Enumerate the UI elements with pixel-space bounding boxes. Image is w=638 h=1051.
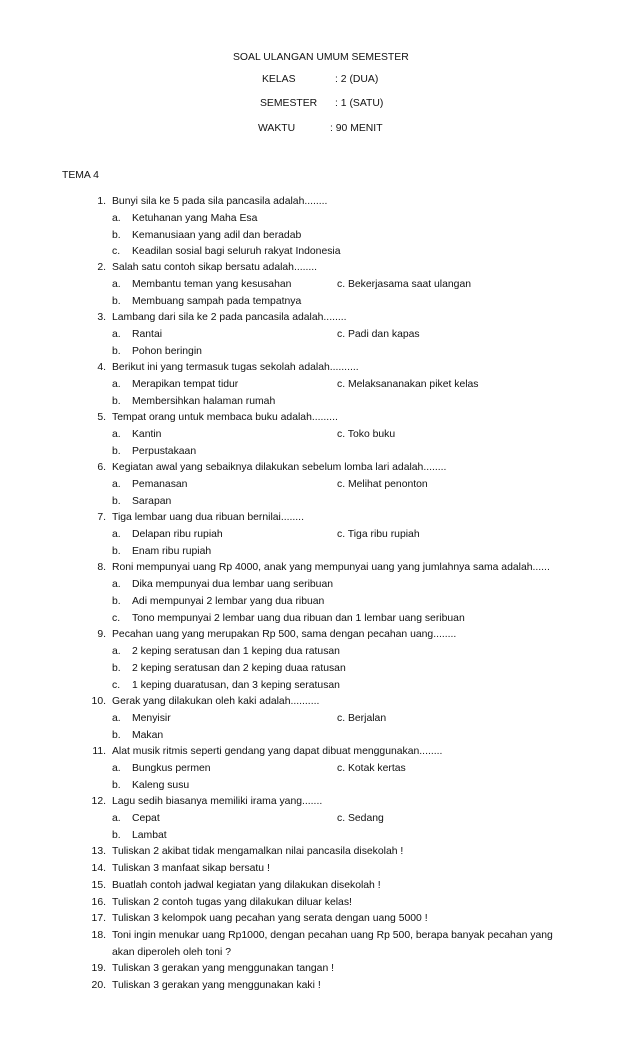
option-text: Membersihkan halaman rumah <box>132 396 276 407</box>
question-text: Kegiatan awal yang sebaiknya dilakukan sebelum lomba lari adalah........ <box>112 462 447 473</box>
option-text: Membuang sampah pada tempatnya <box>132 296 302 307</box>
option-text: Merapikan tempat tidur <box>132 379 239 390</box>
option-text: Dika mempunyai dua lembar uang seribuan <box>132 579 333 590</box>
question-text: Toni ingin menukar uang Rp1000, dengan pecahan uang Rp 500, berapa banyak pecahan yang <box>112 930 553 941</box>
option-letter: a. <box>112 529 121 540</box>
option-text: Kantin <box>132 429 162 440</box>
question-number: 4. <box>97 362 106 373</box>
question-text: Tuliskan 3 gerakan yang menggunakan kaki ! <box>112 980 321 991</box>
option-letter: b. <box>112 596 121 607</box>
option-text: 1 keping duaratusan, dan 3 keping seratusan <box>132 680 340 691</box>
option-c-text: c. Berjalan <box>337 713 387 724</box>
option-letter: c. <box>112 246 121 257</box>
option-letter: a. <box>112 429 121 440</box>
option-text: Makan <box>132 730 164 741</box>
option-letter: b. <box>112 830 121 841</box>
header-semester-label: SEMESTER <box>260 98 318 109</box>
option-letter: c. <box>112 680 121 691</box>
option-text: Rantai <box>132 329 163 340</box>
option-letter: b. <box>112 346 121 357</box>
question-text: Bunyi sila ke 5 pada sila pancasila adalah........ <box>112 196 328 207</box>
question-number: 7. <box>97 512 106 523</box>
question-number: 2. <box>97 262 106 273</box>
option-letter: b. <box>112 446 121 457</box>
question-text: Pecahan uang yang merupakan Rp 500, sama dengan pecahan uang........ <box>112 629 457 640</box>
option-letter: b. <box>112 296 121 307</box>
question-number: 14. <box>91 863 106 874</box>
question-text: Roni mempunyai uang Rp 4000, anak yang mempunyai uang yang jumlahnya sama adalah...... <box>112 562 550 573</box>
option-text: Ketuhanan yang Maha Esa <box>132 213 258 224</box>
question-text: Alat musik ritmis seperti gendang yang dapat dibuat menggunakan........ <box>112 746 443 757</box>
option-text: Sarapan <box>132 496 172 507</box>
question-number: 11. <box>92 746 106 757</box>
option-letter: a. <box>112 646 121 657</box>
question-number: 3. <box>97 312 106 323</box>
option-text: Kaleng susu <box>132 780 190 791</box>
question-number: 17. <box>91 913 106 924</box>
question-text: Tuliskan 3 manfaat sikap bersatu ! <box>112 863 270 874</box>
option-letter: a. <box>112 279 121 290</box>
option-text: Cepat <box>132 813 160 824</box>
question-number: 16. <box>91 897 106 908</box>
option-c-text: c. Tiga ribu rupiah <box>337 529 420 540</box>
question-text: Tuliskan 3 gerakan yang menggunakan tangan ! <box>112 963 335 974</box>
option-text: Membantu teman yang kesusahan <box>132 279 292 290</box>
option-c-text: c. Toko buku <box>337 429 396 440</box>
question-text: Tuliskan 3 kelompok uang pecahan yang serata dengan uang 5000 ! <box>112 913 428 924</box>
option-letter: b. <box>112 663 121 674</box>
question-text: Gerak yang dilakukan oleh kaki adalah.......... <box>112 696 320 707</box>
question-text-continued: akan diperoleh oleh toni ? <box>112 947 232 958</box>
option-letter: a. <box>112 479 121 490</box>
question-text: Berikut ini yang termasuk tugas sekolah adalah.......... <box>112 362 359 373</box>
question-text: Tuliskan 2 akibat tidak mengamalkan nilai pancasila disekolah ! <box>112 846 404 857</box>
option-text: Keadilan sosial bagi seluruh rakyat Indonesia <box>132 246 341 257</box>
option-letter: b. <box>112 496 121 507</box>
option-text: Kemanusiaan yang adil dan beradab <box>132 230 302 241</box>
question-number: 18. <box>91 930 106 941</box>
question-number: 19. <box>91 963 106 974</box>
option-c-text: c. Melaksananakan piket kelas <box>337 379 479 390</box>
question-number: 15. <box>91 880 106 891</box>
option-text: Menyisir <box>132 713 171 724</box>
option-text: Pemanasan <box>132 479 188 490</box>
question-number: 5. <box>97 412 106 423</box>
header-semester-value: : 1 (SATU) <box>335 98 384 109</box>
question-number: 8. <box>97 562 106 573</box>
question-number: 1. <box>97 196 106 207</box>
question-number: 6. <box>97 462 106 473</box>
question-text: Salah satu contoh sikap bersatu adalah........ <box>112 262 318 273</box>
option-letter: a. <box>112 813 121 824</box>
option-text: Bungkus permen <box>132 763 211 774</box>
option-letter: b. <box>112 396 121 407</box>
option-text: 2 keping seratusan dan 1 keping dua ratusan <box>132 646 340 657</box>
question-text: Lagu sedih biasanya memiliki irama yang....... <box>112 796 323 807</box>
option-letter: b. <box>112 230 121 241</box>
question-number: 12. <box>91 796 106 807</box>
question-text: Lambang dari sila ke 2 pada pancasila adalah........ <box>112 312 347 323</box>
option-letter: b. <box>112 546 121 557</box>
option-letter: a. <box>112 579 121 590</box>
option-text: Perpustakaan <box>132 446 197 457</box>
option-text: Enam ribu rupiah <box>132 546 212 557</box>
question-text: Tempat orang untuk membaca buku adalah......... <box>112 412 338 423</box>
option-letter: a. <box>112 379 121 390</box>
question-number: 20. <box>91 980 106 991</box>
option-c-text: c. Sedang <box>337 813 384 824</box>
question-number: 10. <box>91 696 106 707</box>
option-c-text: c. Padi dan kapas <box>337 329 420 340</box>
option-text: Pohon beringin <box>132 346 202 357</box>
option-letter: b. <box>112 730 121 741</box>
question-text: Tuliskan 2 contoh tugas yang dilakukan diluar kelas! <box>112 897 352 908</box>
option-letter: b. <box>112 780 121 791</box>
question-text: Tiga lembar uang dua ribuan bernilai........ <box>112 512 304 523</box>
question-number: 13. <box>91 846 106 857</box>
option-letter: a. <box>112 763 121 774</box>
option-c-text: c. Melihat penonton <box>337 479 428 490</box>
option-text: Tono mempunyai 2 lembar uang dua ribuan dan 1 lembar uang seribuan <box>132 613 465 624</box>
option-letter: a. <box>112 329 121 340</box>
question-text: Buatlah contoh jadwal kegiatan yang dilakukan disekolah ! <box>112 880 381 891</box>
exam-title: SOAL ULANGAN UMUM SEMESTER <box>233 52 409 63</box>
option-c-text: c. Bekerjasama saat ulangan <box>337 279 472 290</box>
header-kelas-label: KELAS <box>262 74 296 85</box>
header-waktu-value: : 90 MENIT <box>330 123 383 134</box>
option-letter: a. <box>112 213 121 224</box>
option-c-text: c. Kotak kertas <box>337 763 406 774</box>
option-text: Lambat <box>132 830 167 841</box>
question-number: 9. <box>97 629 106 640</box>
header-waktu-label: WAKTU <box>258 123 296 134</box>
option-text: Adi mempunyai 2 lembar yang dua ribuan <box>132 596 325 607</box>
option-text: Delapan ribu rupiah <box>132 529 223 540</box>
option-text: 2 keping seratusan dan 2 keping duaa ratusan <box>132 663 346 674</box>
option-letter: a. <box>112 713 121 724</box>
tema-heading: TEMA 4 <box>62 170 99 181</box>
header-kelas-value: : 2 (DUA) <box>335 74 379 85</box>
option-letter: c. <box>112 613 121 624</box>
